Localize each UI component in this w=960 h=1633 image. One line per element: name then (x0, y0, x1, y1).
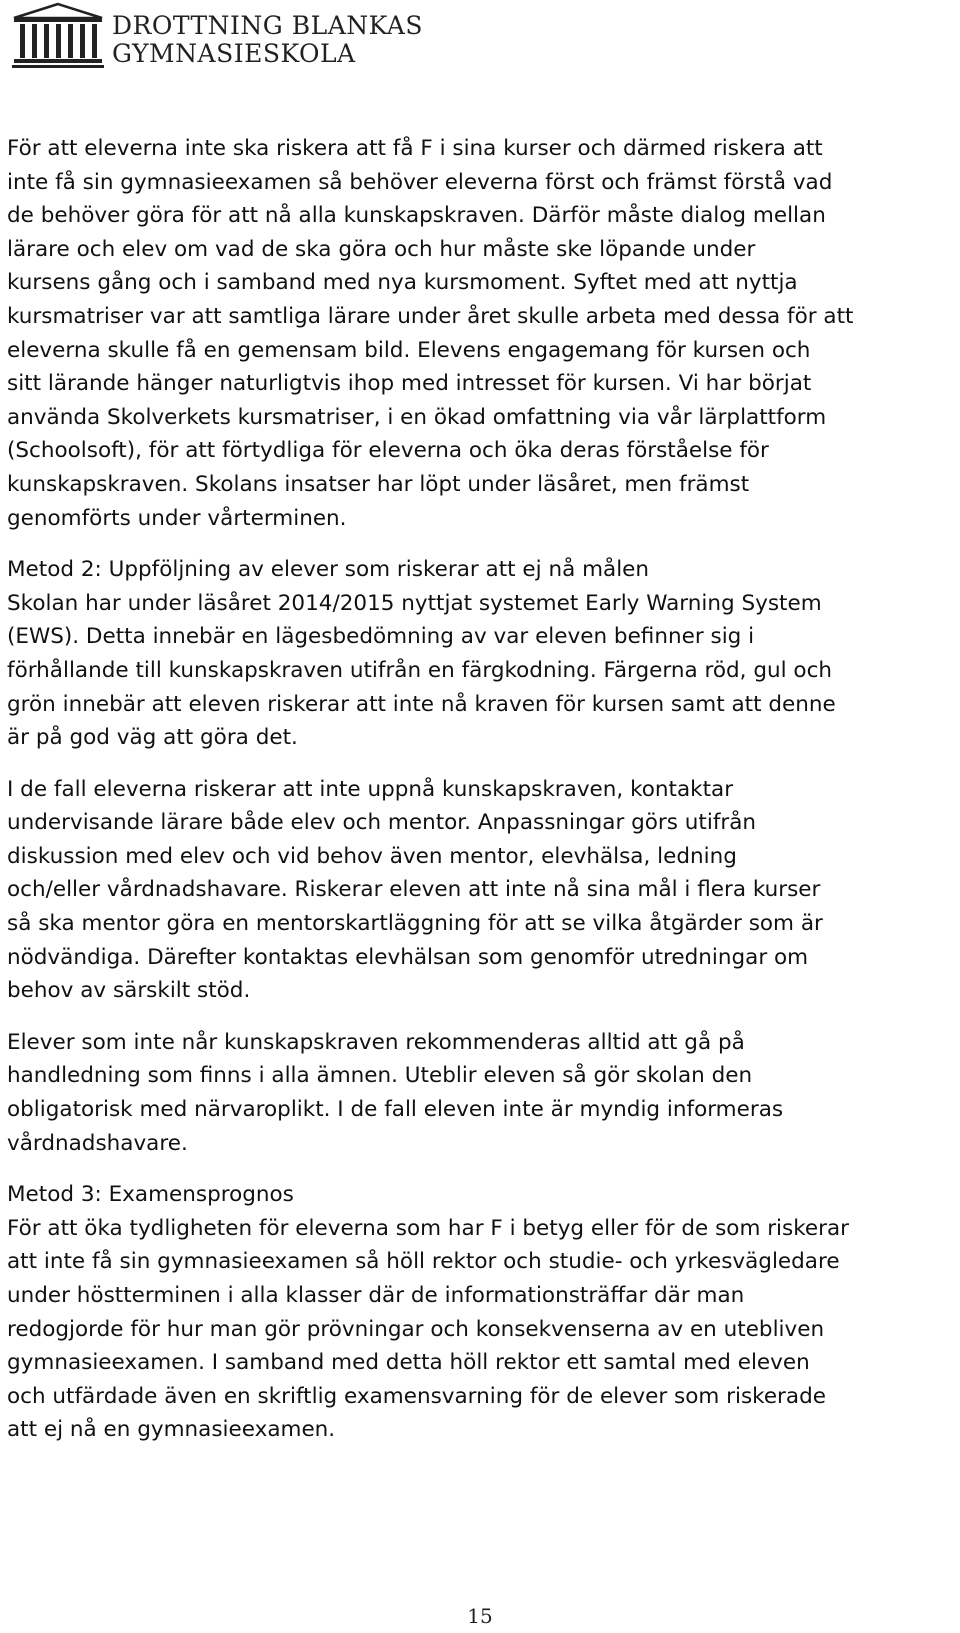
text-line: sitt lärande hänger naturligtvis ihop med intresset för kursen. Vi har börjat (7, 371, 812, 397)
text-line: är på god väg att göra det. (7, 725, 298, 751)
text-line: vårdnadshavare. (7, 1130, 188, 1156)
school-name-line-1: DROTTNING BLANKAS (112, 11, 423, 40)
school-name (112, 12, 423, 68)
paragraph-handledning (7, 1026, 942, 1160)
text-line: nödvändiga. Därefter kontaktas elevhälsan som genomför utredningar om (7, 944, 809, 970)
text-line: lärare och elev om vad de ska göra och hur måste ske löpande under (7, 236, 756, 262)
text-line: kursmatriser var att samtliga lärare under året skulle arbeta med dessa för att (7, 303, 854, 329)
text-line: redogjorde för hur man gör prövningar och konsekvenserna av en utebliven (7, 1316, 825, 1342)
text-line: att ej nå en gymnasieexamen. (7, 1417, 336, 1443)
text-line: att inte få sin gymnasieexamen så höll rektor och studie- och yrkesvägledare (7, 1249, 840, 1275)
text-line: I de fall eleverna riskerar att inte uppnå kunskapskraven, kontaktar (7, 776, 734, 802)
text-line: gymnasieexamen. I samband med detta höll rektor ett samtal med eleven (7, 1350, 810, 1376)
text-line: förhållande till kunskapskraven utifrån en färgkodning. Färgerna röd, gul och (7, 657, 833, 683)
section-heading: Metod 2: Uppföljning av elever som riskerar att ej nå målen (7, 557, 650, 583)
text-line: använda Skolverkets kursmatriser, i en ökad omfattning via vår lärplattform (7, 404, 827, 430)
text-line: handledning som finns i alla ämnen. Uteblir eleven så gör skolan den (7, 1063, 753, 1089)
text-line: under höstterminen i alla klasser där de informationsträffar där man (7, 1283, 745, 1308)
text-line: kursens gång och i samband med nya kursmoment. Syftet med att nyttja (7, 270, 798, 296)
text-line: obligatorisk med närvaroplikt. I de fall eleven inte är myndig informeras (7, 1097, 784, 1123)
text-line: och utfärdade även en skriftlig examensvarning för de elever som riskerade (7, 1383, 826, 1409)
text-line: genomförts under vårterminen. (7, 505, 347, 531)
text-line: de behöver göra för att nå alla kunskapskraven. Därför måste dialog mellan (7, 203, 826, 229)
text-line: undervisande lärare både elev och mentor. Anpassningar görs utifrån (7, 810, 757, 836)
section-heading: Metod 3: Examensprognos (7, 1182, 294, 1208)
text-line: (EWS). Detta innebär en lägesbedömning av var eleven befinner sig i (7, 624, 755, 650)
text-line: grön innebär att eleven riskerar att inte nå kraven för kursen samt att denne (7, 691, 836, 717)
text-line: och/eller vårdnadshavare. Riskerar eleven att inte nå sina mål i flera kurser (7, 877, 821, 903)
text-line: så ska mentor göra en mentorskartläggning för att se vilka åtgärder som är (7, 911, 823, 937)
school-logo-icon (10, 2, 106, 70)
text-line: diskussion med elev och vid behov även mentor, elevhälsa, ledning (7, 843, 737, 869)
paragraph-metod-2 (7, 553, 942, 755)
page-number: 15 (467, 1604, 493, 1628)
text-line: inte få sin gymnasieexamen så behöver eleverna först och främst förstå vad (7, 169, 833, 195)
page-header (10, 0, 510, 75)
paragraph-intro (7, 132, 942, 535)
text-line: Elever som inte når kunskapskraven rekommenderas alltid att gå på (7, 1029, 745, 1055)
paragraph-risk-contact (7, 773, 942, 1008)
document-body (7, 132, 942, 1465)
text-line: behov av särskilt stöd. (7, 978, 251, 1004)
paragraph-metod-3 (7, 1178, 942, 1447)
text-line: För att eleverna inte ska riskera att få F i sina kurser och därmed riskera att (7, 136, 823, 161)
text-line: Skolan har under läsåret 2014/2015 nyttjat systemet Early Warning System (7, 590, 822, 616)
text-line: eleverna skulle få en gemensam bild. Elevens engagemang för kursen och (7, 337, 811, 363)
school-name-line-2: GYMNASIESKOLA (112, 39, 356, 68)
text-line: kunskapskraven. Skolans insatser har löpt under läsåret, men främst (7, 471, 750, 497)
text-line: För att öka tydligheten för eleverna som har F i betyg eller för de som riskerar (7, 1215, 849, 1241)
text-line: (Schoolsoft), för att förtydliga för eleverna och öka deras förståelse för (7, 438, 769, 464)
